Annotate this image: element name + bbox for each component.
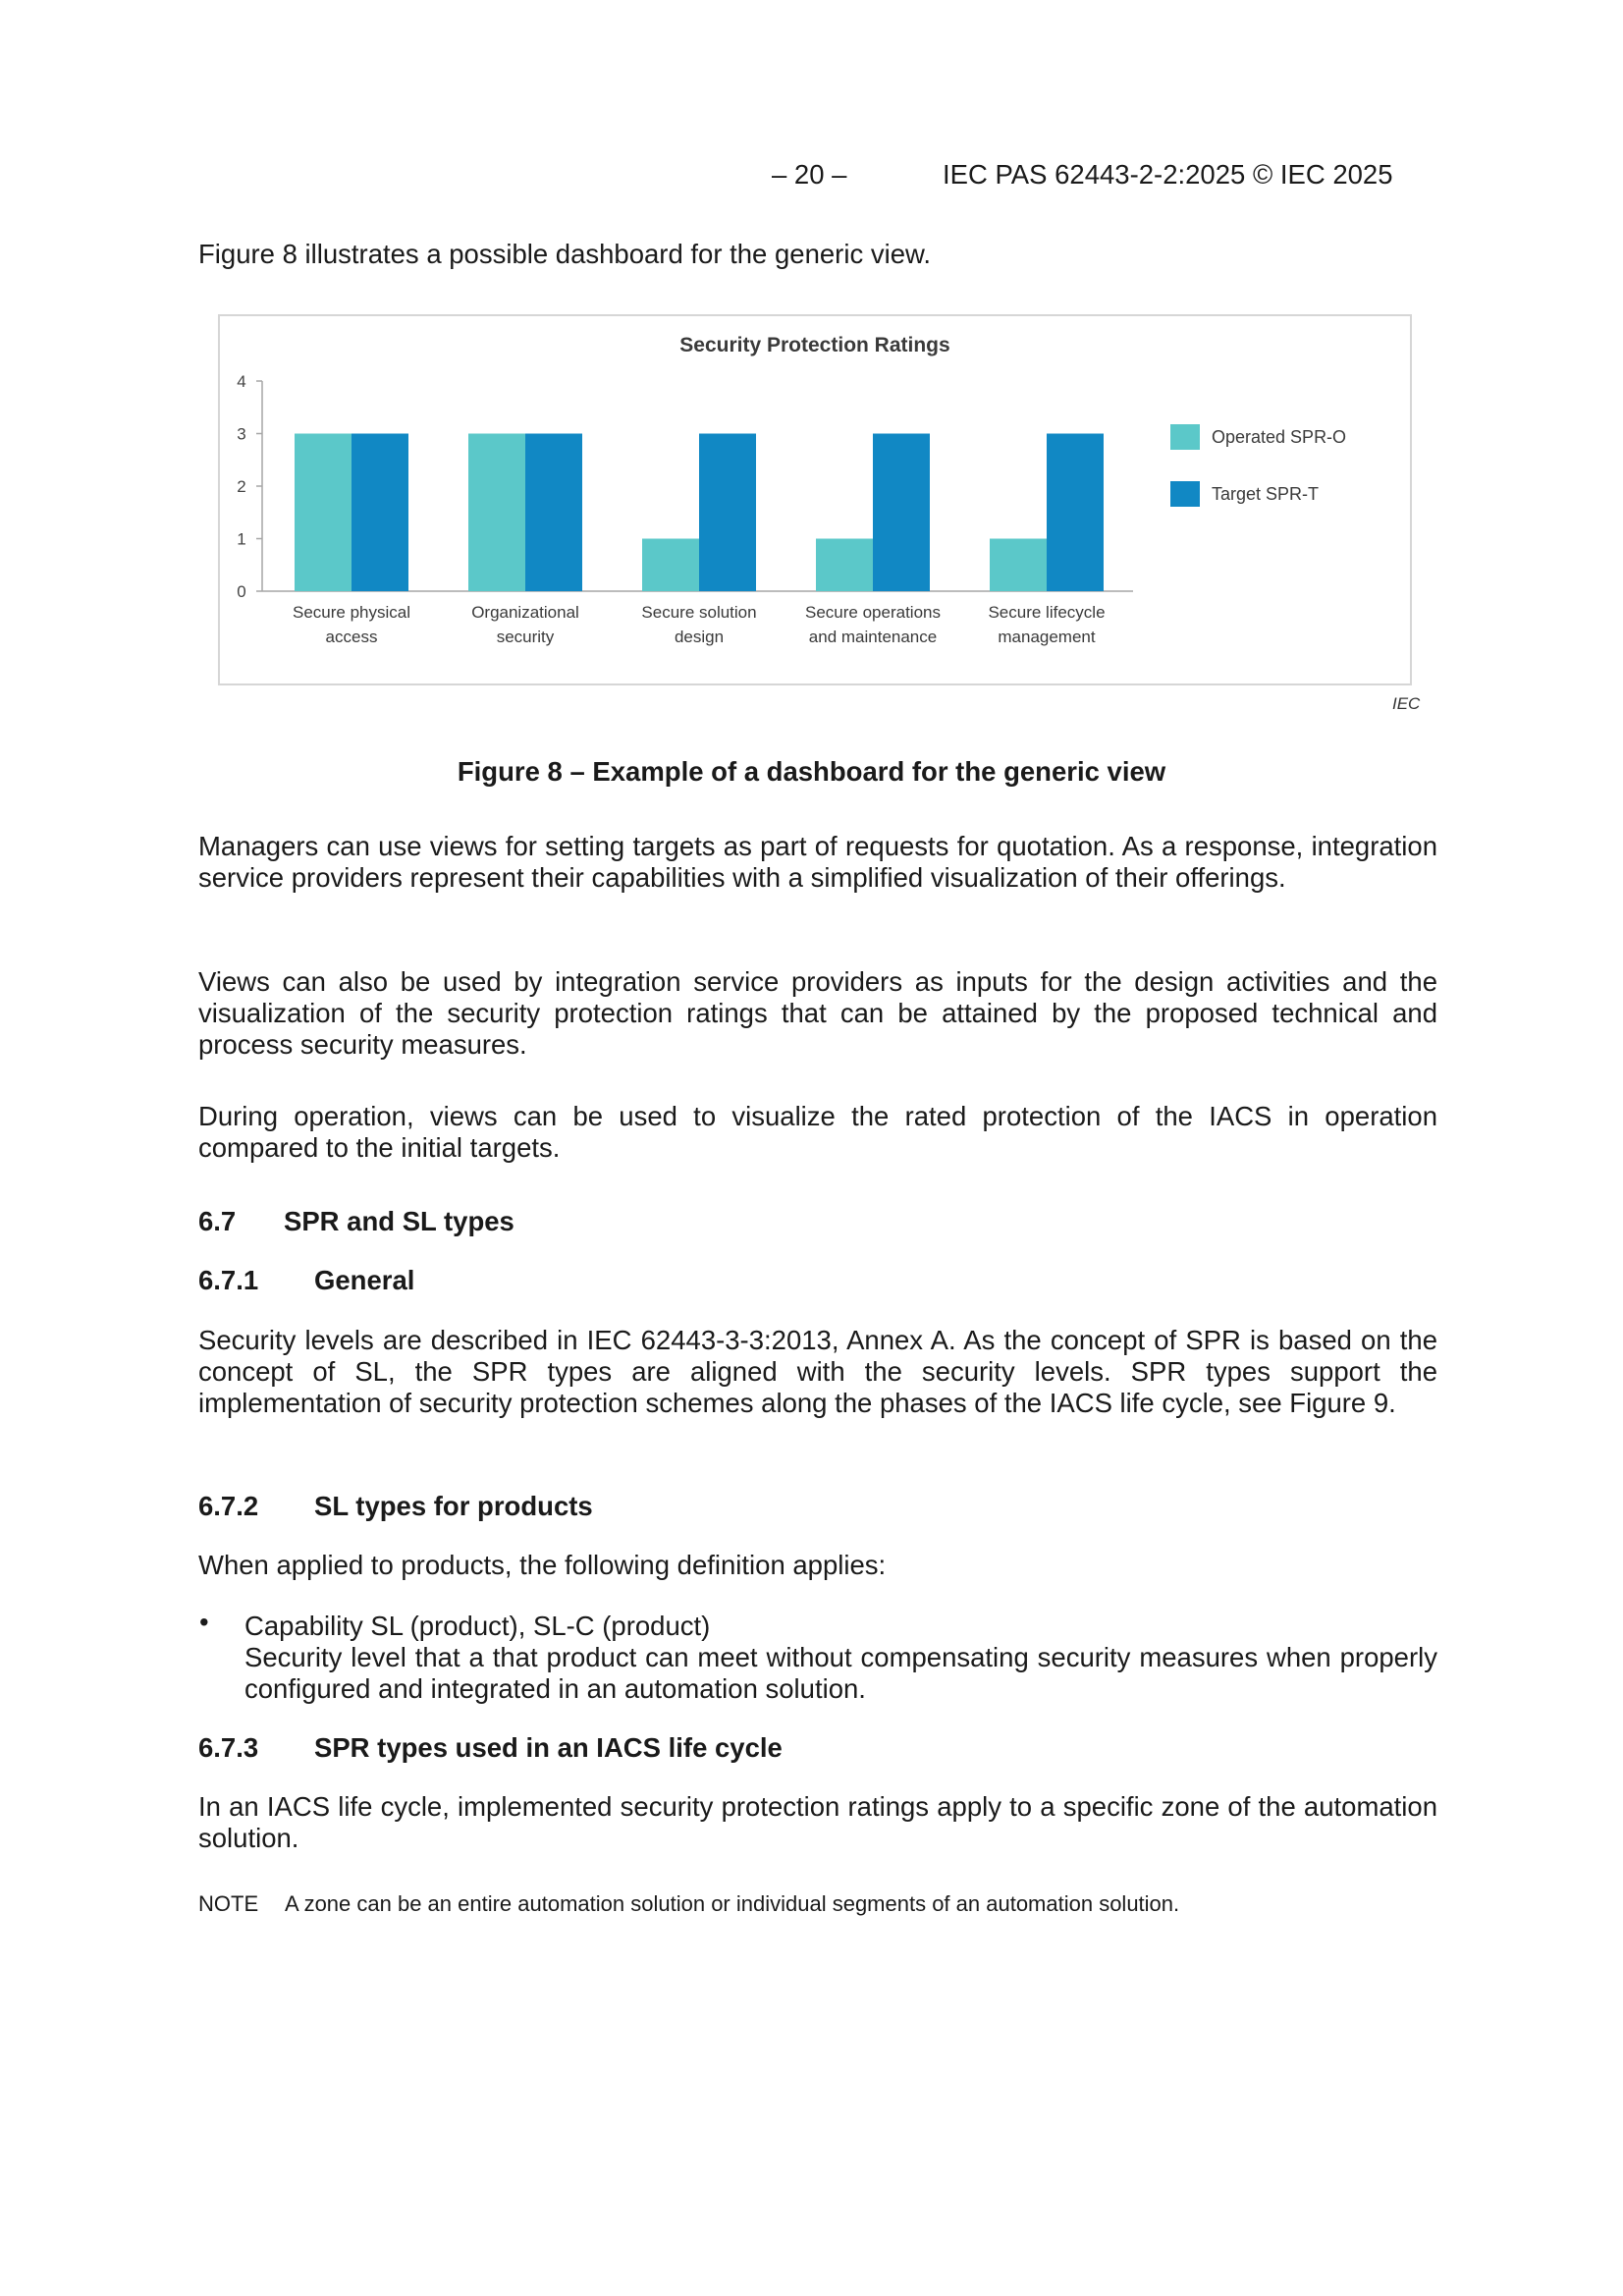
y-tick-label: 3 (237, 424, 246, 444)
x-category-label: Organizational (471, 603, 579, 622)
heading-number: 6.7.3 (198, 1732, 259, 1763)
x-category-label: and maintenance (808, 628, 938, 646)
bar-target (1047, 434, 1104, 592)
heading-title: SPR and SL types (284, 1206, 514, 1236)
y-tick-label: 4 (237, 372, 246, 391)
paragraph-views: Views can also be used by integration service providers as inputs for the design activities and the visualization of the security protection ratings that can be attained by the proposed technical and process security measures. (198, 966, 1437, 1060)
bullet-definition: Security level that a that product can meet without compensating security measures when properly configured and integrated in an automation solution. (244, 1642, 1437, 1704)
figure-8-frame (218, 314, 1412, 685)
legend-swatch (1170, 424, 1200, 450)
bar-operated (642, 539, 699, 592)
y-tick-label: 2 (237, 477, 246, 496)
chart-title: Security Protection Ratings (679, 334, 950, 356)
paragraph-products: When applied to products, the following definition applies: (198, 1550, 887, 1580)
heading-6-7 (198, 1206, 886, 1239)
paragraph-life-cycle: In an IACS life cycle, implemented security protection ratings apply to a specific zone of the automation solution. (198, 1791, 1437, 1853)
heading-number: 6.7.1 (198, 1265, 259, 1295)
bar-target (525, 434, 582, 592)
security-protection-ratings-chart (220, 316, 1410, 683)
legend-label: Target SPR-T (1212, 484, 1320, 504)
heading-number: 6.7 (198, 1206, 237, 1236)
note-text: A zone can be an entire automation solution or individual segments of an automation solution. (285, 1891, 1180, 1916)
heading-title: SL types for products (314, 1491, 593, 1521)
paragraph-managers: Managers can use views for setting targets as part of requests for quotation. As a response, integration service providers represent their capabilities with a simplified visualization of their offerings. (198, 831, 1437, 893)
paragraph-general: Security levels are described in IEC 62443-3-3:2013, Annex A. As the concept of SPR is based on the concept of SL, the SPR types are aligned with the security levels. SPR types support the implementation of security protection schemes along the phases of the IACS life cycle, see Figure 9. (198, 1325, 1437, 1418)
bar-target (873, 434, 930, 592)
page-number: – 20 – (772, 159, 847, 190)
note-label: NOTE (198, 1891, 259, 1916)
legend-swatch (1170, 481, 1200, 507)
bullet-symbol: • (199, 1607, 209, 1637)
bar-operated (295, 434, 352, 592)
iec-mark: IEC (1392, 694, 1421, 713)
heading-title: General (314, 1265, 415, 1295)
x-category-label: design (674, 628, 725, 646)
bullet-term: Capability SL (product), SL-C (product) (244, 1611, 711, 1641)
heading-6-7-1 (198, 1265, 886, 1298)
x-category-label: security (496, 628, 555, 646)
figure-caption: Figure 8 – Example of a dashboard for the generic view (457, 756, 1166, 787)
heading-number: 6.7.2 (198, 1491, 259, 1521)
standard-reference: IEC PAS 62443-2-2:2025 © IEC 2025 (943, 159, 1393, 190)
heading-title: SPR types used in an IACS life cycle (314, 1732, 783, 1763)
x-category-label: Secure physical (292, 603, 411, 622)
x-category-label: management (998, 628, 1096, 646)
heading-6-7-3 (198, 1732, 1082, 1766)
paragraph-operation: During operation, views can be used to visualize the rated protection of the IACS in operation compared to the initial targets. (198, 1101, 1437, 1163)
bar-operated (468, 434, 525, 592)
bar-target (352, 434, 408, 592)
y-tick-label: 1 (237, 529, 246, 549)
y-tick-label: 0 (237, 582, 246, 601)
bar-operated (990, 539, 1047, 592)
intro-paragraph: Figure 8 illustrates a possible dashboard for the generic view. (198, 239, 931, 269)
bar-operated (816, 539, 873, 592)
x-category-label: Secure solution (641, 603, 757, 622)
heading-6-7-2 (198, 1491, 984, 1524)
bar-target (699, 434, 756, 592)
x-category-label: Secure lifecycle (988, 603, 1106, 622)
x-category-label: Secure operations (805, 603, 941, 622)
note (198, 1891, 1179, 1917)
x-category-label: access (325, 628, 378, 646)
legend-label: Operated SPR-O (1212, 427, 1347, 447)
